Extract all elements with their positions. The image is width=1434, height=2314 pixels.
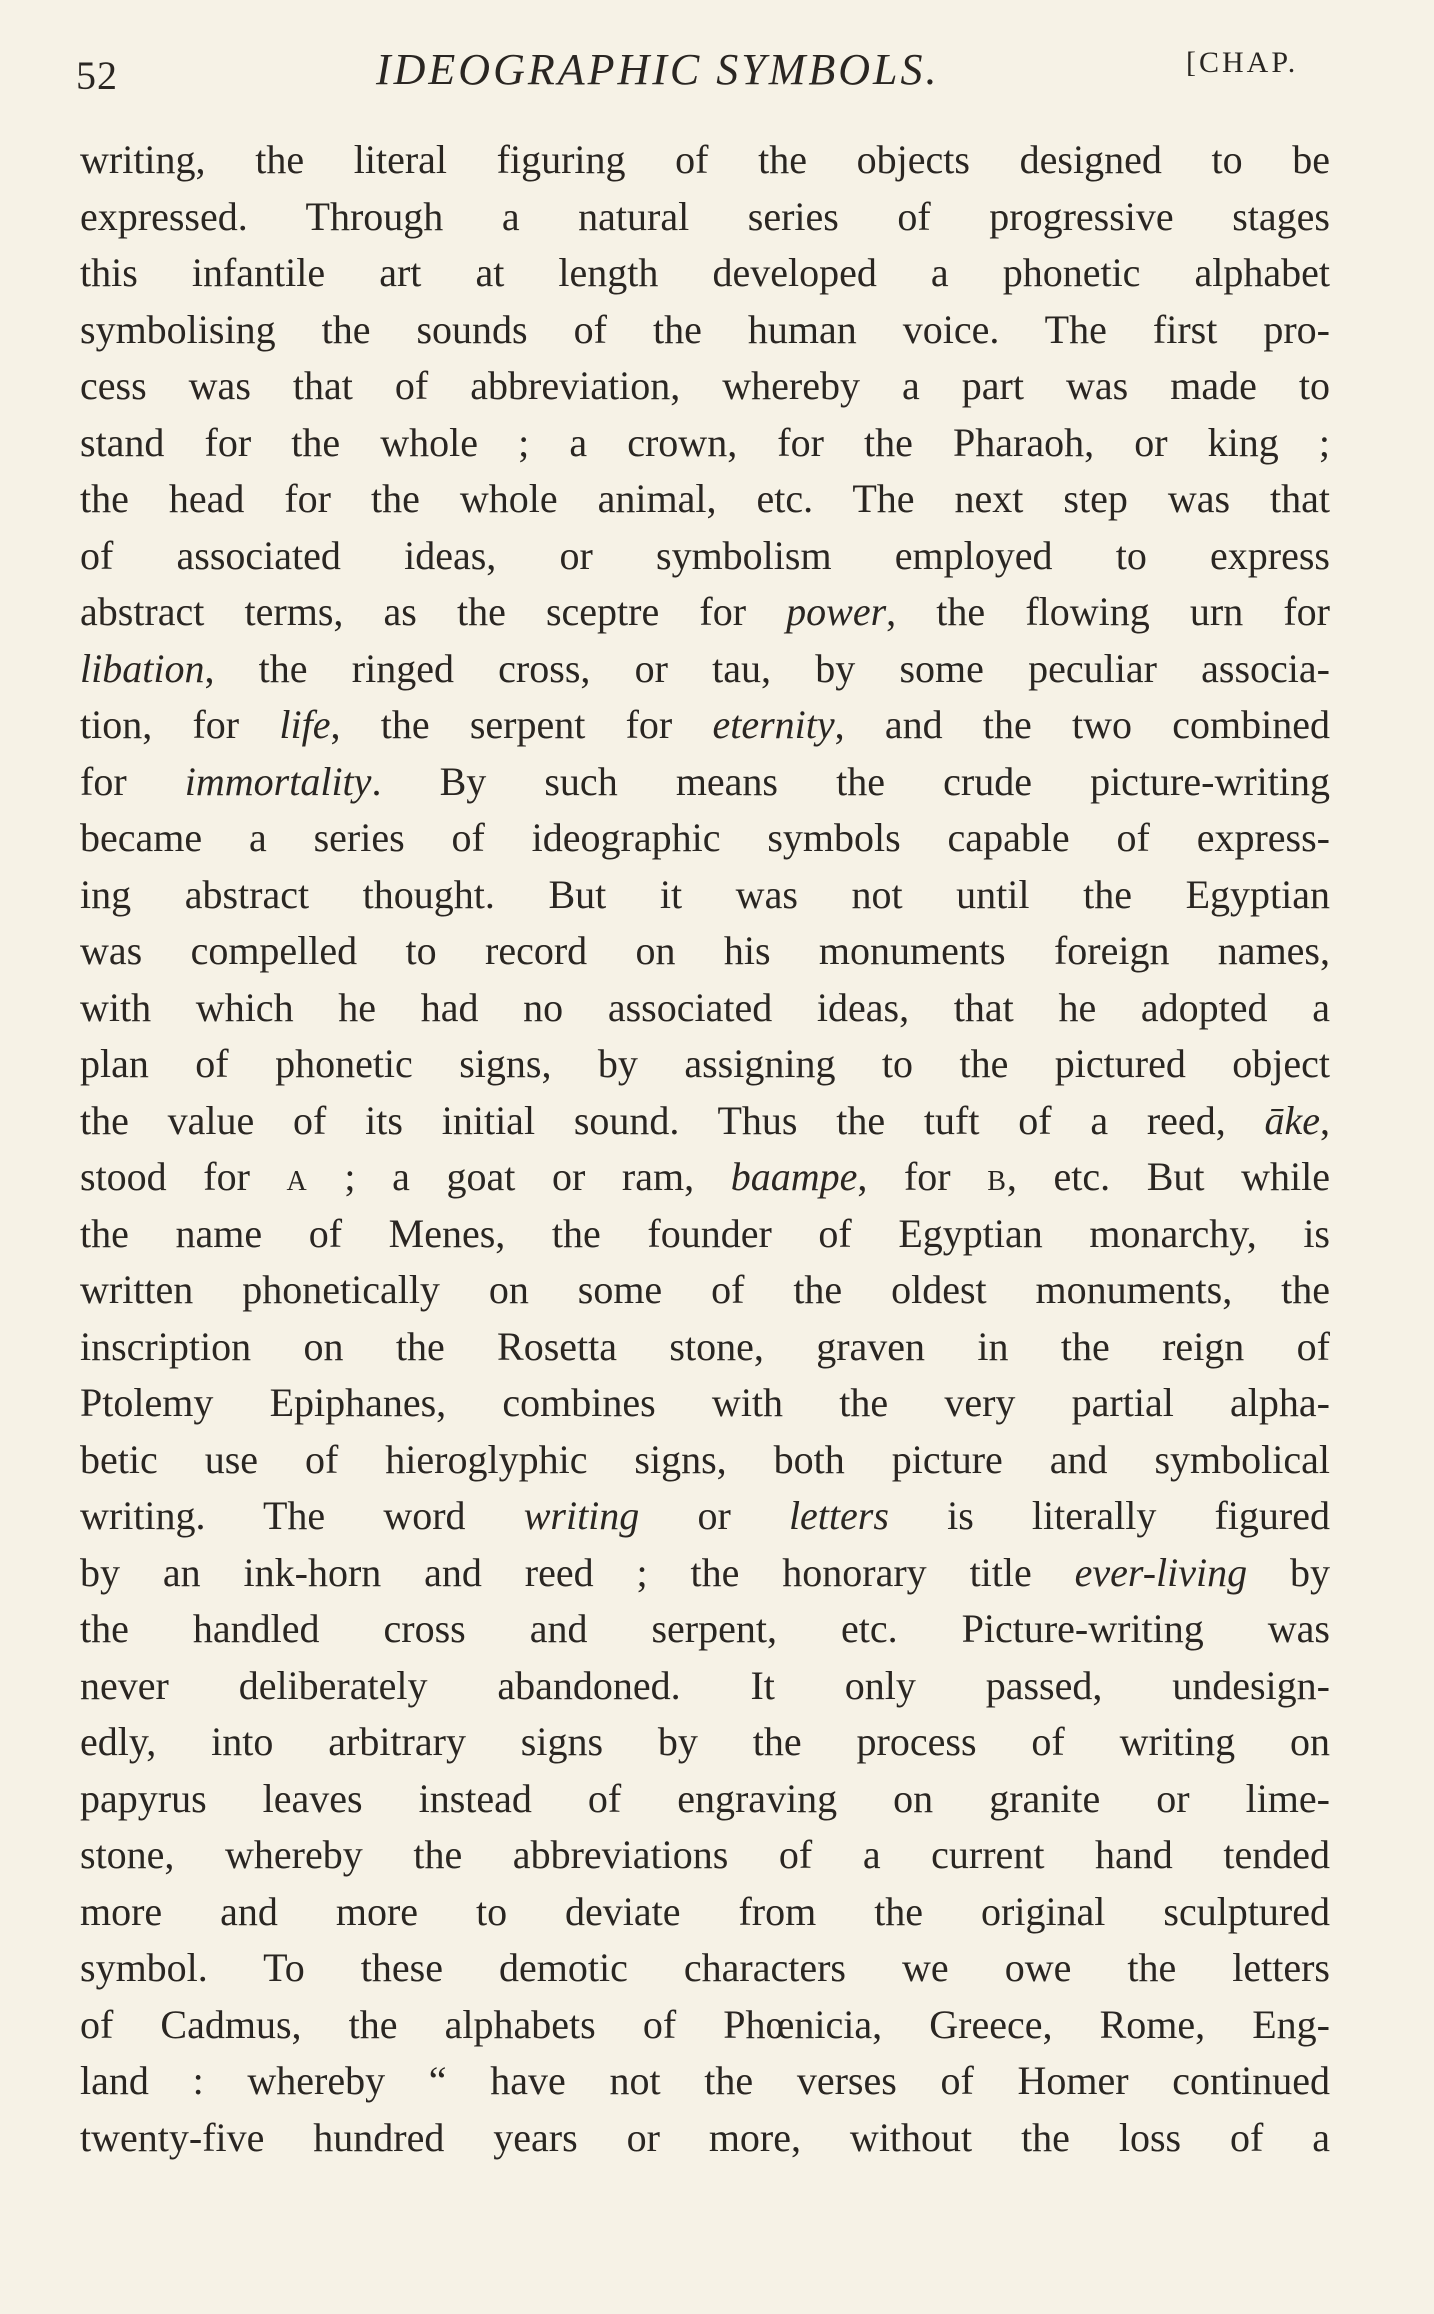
text-line [80, 923, 1330, 980]
text-run: cess was that of abbreviation, whereby a part was made to [80, 363, 1330, 408]
text-run: abstract terms, as the sceptre for [80, 589, 787, 634]
text-line [80, 1771, 1330, 1828]
text-line [80, 1206, 1330, 1263]
text-run: became a series of ideographic symbols capable of express- [80, 815, 1330, 860]
text-line [80, 2053, 1330, 2110]
text-run: writing. The word [80, 1493, 524, 1538]
text-line [80, 754, 1330, 811]
text-run: by an ink-horn and reed ; the honorary title [80, 1549, 1075, 1595]
text-line [80, 584, 1330, 641]
text-line [80, 2110, 1330, 2167]
text-run: , the ringed cross, or tau, by some peculiar associa- [204, 645, 1330, 691]
text-run: twenty-five hundred years or more, without the loss of a [80, 2114, 1330, 2160]
text-run: , and the two combined [834, 702, 1331, 747]
text-run: expressed. Through a natural series of progressive stages [80, 193, 1330, 239]
text-line [80, 1545, 1330, 1602]
italic-term: power [786, 589, 887, 634]
text-run: plan of phonetic signs, by assigning to the pictured object [80, 1041, 1330, 1086]
text-run: , the serpent for [330, 702, 713, 747]
small-caps-letter: A [286, 1166, 308, 1197]
text-run: with which he had no associated ideas, that he adopted a [80, 984, 1330, 1030]
running-title: IDEOGRAPHIC SYMBOLS. [376, 45, 940, 94]
text-run: writing, the literal figuring of the objects designed to be [80, 137, 1330, 182]
chapter-label: [CHAP. [1186, 46, 1299, 79]
text-line [80, 641, 1330, 698]
text-run: by [1247, 1549, 1331, 1595]
text-run: more and more to deviate from the original sculptured [80, 1888, 1330, 1934]
text-run: of Cadmus, the alphabets of Phœnicia, Greece, Rome, Eng- [80, 2001, 1330, 2047]
text-line [80, 1488, 1330, 1545]
text-run: is literally figured [888, 1493, 1330, 1538]
text-run: this infantile art at length developed a phonetic alphabet [80, 250, 1330, 295]
text-line [80, 810, 1330, 867]
italic-term: immortality [184, 758, 372, 804]
text-run: , [1320, 1097, 1330, 1143]
text-run: Ptolemy Epiphanes, combines with the very partial alpha- [80, 1380, 1330, 1425]
text-run: symbolising the sounds of the human voice. The first pro- [80, 306, 1330, 352]
text-line [80, 1940, 1330, 1997]
text-line [80, 1093, 1330, 1150]
text-line [80, 1714, 1330, 1771]
text-line [80, 415, 1330, 472]
small-caps-letter: B [987, 1166, 1007, 1197]
page-number: 52 [76, 53, 118, 98]
text-line [80, 189, 1330, 246]
text-run: , the flowing urn for [886, 589, 1330, 634]
text-run: stood for [80, 1154, 287, 1199]
italic-term: āke [1264, 1097, 1320, 1143]
text-line [80, 358, 1330, 415]
italic-term: life [279, 702, 331, 747]
text-run: betic use of hieroglyphic signs, both picture and symbolical [80, 1436, 1330, 1482]
text-run: , etc. But while [1006, 1154, 1331, 1199]
text-line [80, 1658, 1330, 1715]
text-run: the head for the whole animal, etc. The next step was that [80, 476, 1330, 521]
text-line [80, 528, 1330, 585]
text-run: ; a goat or ram, [307, 1154, 731, 1199]
text-line [80, 697, 1330, 754]
italic-term: baampe [730, 1154, 858, 1199]
text-run: ing abstract thought. But it was not until the Egyptian [80, 871, 1330, 917]
text-run: land : whereby “ have not the verses of Homer continued [80, 2058, 1330, 2103]
text-run: papyrus leaves instead of engraving on granite or lime- [80, 1775, 1330, 1821]
text-run: written phonetically on some of the oldest monuments, the [80, 1267, 1330, 1312]
text-line [80, 245, 1330, 302]
text-line [80, 1375, 1330, 1432]
text-line [80, 1432, 1330, 1489]
italic-term: writing [523, 1493, 640, 1538]
italic-term: ever-living [1074, 1549, 1248, 1595]
text-run: inscription on the Rosetta stone, graven in the reign of [80, 1323, 1330, 1369]
text-line [80, 1319, 1330, 1376]
text-run: or [639, 1493, 789, 1538]
text-run: the handled cross and serpent, etc. Picture-writing was [80, 1606, 1330, 1651]
body-text [80, 132, 1330, 2166]
text-line [80, 867, 1330, 924]
italic-term: eternity [712, 702, 835, 747]
text-run: , for [857, 1154, 988, 1199]
text-line [80, 1262, 1330, 1319]
text-run: stand for the whole ; a crown, for the Pharaoh, or king ; [80, 419, 1330, 465]
text-run: tion, for [80, 702, 280, 747]
text-line [80, 1149, 1330, 1206]
text-line [80, 1827, 1330, 1884]
text-line [80, 471, 1330, 528]
text-run: the value of its initial sound. Thus the tuft of a reed, [80, 1097, 1265, 1143]
text-run: edly, into arbitrary signs by the process of writing on [80, 1719, 1330, 1764]
italic-term: letters [788, 1493, 889, 1538]
text-line [80, 980, 1330, 1037]
text-line [80, 1036, 1330, 1093]
text-run: stone, whereby the abbreviations of a current hand tended [80, 1832, 1330, 1877]
text-run: of associated ideas, or symbolism employed to express [80, 532, 1330, 578]
running-head [76, 44, 1326, 104]
text-run: was compelled to record on his monuments foreign names, [80, 928, 1330, 973]
text-line [80, 1997, 1330, 2054]
text-line [80, 1884, 1330, 1941]
text-line [80, 302, 1330, 359]
text-run: the name of Menes, the founder of Egyptian monarchy, is [80, 1210, 1330, 1256]
italic-term: libation [80, 645, 205, 691]
text-run: symbol. To these demotic characters we owe the letters [80, 1945, 1330, 1990]
text-line [80, 132, 1330, 189]
text-run: never deliberately abandoned. It only passed, undesign- [80, 1662, 1330, 1708]
text-run: for [80, 758, 185, 804]
text-run: . By such means the crude picture-writing [371, 758, 1330, 804]
text-line [80, 1601, 1330, 1658]
